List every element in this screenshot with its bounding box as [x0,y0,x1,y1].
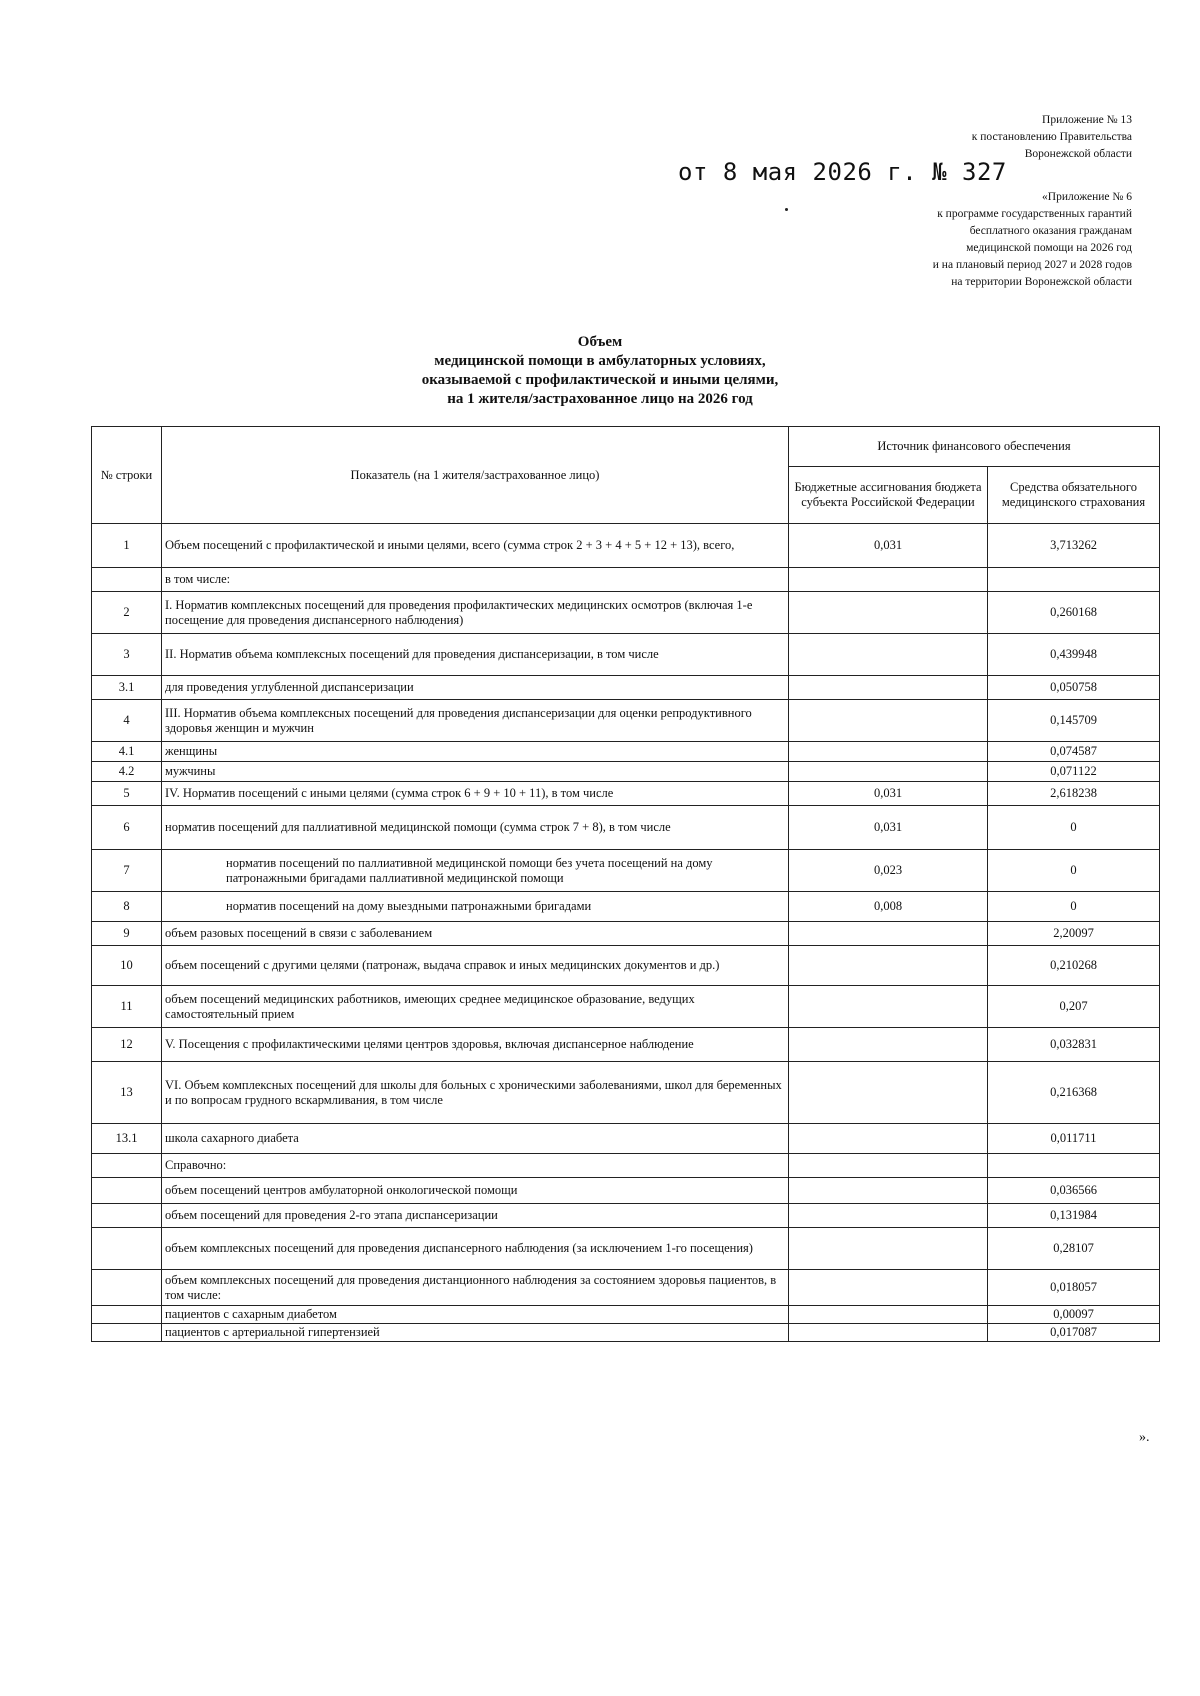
row-oms-value: 0,207 [988,986,1160,1028]
row-indicator: объем разовых посещений в связи с заболеванием [162,922,789,946]
appendix-header [972,112,1132,163]
program-header [933,189,1132,291]
table-row [92,946,1160,986]
row-budget-value [789,634,988,676]
row-indicator: пациентов с сахарным диабетом [162,1306,789,1324]
ink-dot [785,208,788,211]
row-number: 11 [92,986,162,1028]
row-number [92,1306,162,1324]
row-indicator: объем посещений медицинских работников, имеющих среднее медицинское образование, ведущих самостоятельный прием [162,986,789,1028]
row-number: 2 [92,592,162,634]
table-row [92,568,1160,592]
table-body [92,524,1160,1342]
program-line: медицинской помощи на 2026 год [966,242,1132,254]
row-budget-value: 0,008 [789,892,988,922]
row-number: 4 [92,700,162,742]
end-mark: ». [1139,1430,1150,1445]
row-budget-value: 0,031 [789,524,988,568]
row-oms-value: 0,032831 [988,1028,1160,1062]
table-row [92,782,1160,806]
row-indicator: норматив посещений по паллиативной медицинской помощи без учета посещений на дому патронажными бригадами паллиативной медицинской помощи [162,850,789,892]
row-number: 3.1 [92,676,162,700]
appendix-line: к постановлению Правительства [971,131,1132,143]
row-budget-value [789,1178,988,1204]
row-oms-value: 0,00097 [988,1306,1160,1324]
table-row [92,1062,1160,1124]
date-number-stamp: от 8 мая 2026 г. № 327 [678,158,1007,186]
row-oms-value: 0,131984 [988,1204,1160,1228]
appendix-line: Приложение № 13 [1042,114,1132,126]
row-oms-value: 0,036566 [988,1178,1160,1204]
row-indicator: объем комплексных посещений для проведения дистанционного наблюдения за состоянием здоровья пациентов, в том числе: [162,1270,789,1306]
row-budget-value [789,700,988,742]
row-indicator: III. Норматив объема комплексных посещений для проведения диспансеризации для оценки репродуктивного здоровья женщин и мужчин [162,700,789,742]
table-row [92,1228,1160,1270]
row-budget-value [789,762,988,782]
row-budget-value [789,1204,988,1228]
row-number: 9 [92,922,162,946]
table-row [92,762,1160,782]
table-row [92,986,1160,1028]
row-indicator: пациентов с артериальной гипертензией [162,1324,789,1342]
program-line: к программе государственных гарантий [937,208,1132,220]
row-indicator: II. Норматив объема комплексных посещений для проведения диспансеризации, в том числе [162,634,789,676]
row-oms-value: 0,210268 [988,946,1160,986]
table-row [92,892,1160,922]
row-number [92,1154,162,1178]
table-row [92,592,1160,634]
row-number: 12 [92,1028,162,1062]
table-row [92,700,1160,742]
row-indicator: VI. Объем комплексных посещений для школы для больных с хроническими заболеваниями, школ для беременных и по вопросам грудного вскармливания, в том числе [162,1062,789,1124]
row-number: 10 [92,946,162,986]
row-number: 8 [92,892,162,922]
row-indicator: I. Норматив комплексных посещений для проведения профилактических медицинских осмотров (включая 1-е посещение для проведения диспансерного наблюдения) [162,592,789,634]
row-indicator: норматив посещений для паллиативной медицинской помощи (сумма строк 7 + 8), в том числе [162,806,789,850]
row-budget-value [789,1324,988,1342]
row-indicator: объем посещений центров амбулаторной онкологической помощи [162,1178,789,1204]
program-line: бесплатного оказания гражданам [969,225,1132,237]
row-oms-value: 3,713262 [988,524,1160,568]
table-row [92,1154,1160,1178]
title-line: медицинской помощи в амбулаторных условиях, [434,353,766,369]
row-number: 5 [92,782,162,806]
row-oms-value: 0,260168 [988,592,1160,634]
table-row [92,742,1160,762]
appendix-line: Воронежской области [1024,148,1132,160]
header-source: Источник финансового обеспечения [789,427,1160,467]
row-oms-value: 0 [988,892,1160,922]
row-oms-value: 2,20097 [988,922,1160,946]
row-budget-value [789,1124,988,1154]
row-budget-value [789,986,988,1028]
row-number [92,1324,162,1342]
row-indicator: объем посещений с другими целями (патронаж, выдача справок и иных медицинских документов и др.) [162,946,789,986]
row-budget-value [789,946,988,986]
row-number: 6 [92,806,162,850]
header-oms: Средства обязательного медицинского страхования [988,467,1160,524]
header-rownum: № строки [92,427,162,524]
table-row [92,806,1160,850]
row-indicator: женщины [162,742,789,762]
row-oms-value [988,568,1160,592]
row-number: 3 [92,634,162,676]
table-row [92,1306,1160,1324]
row-budget-value [789,1306,988,1324]
program-line: на территории Воронежской области [951,276,1132,288]
row-budget-value [789,1028,988,1062]
row-oms-value: 0,050758 [988,676,1160,700]
program-line: и на плановый период 2027 и 2028 годов [932,259,1132,271]
row-budget-value: 0,023 [789,850,988,892]
row-budget-value [789,592,988,634]
row-number: 4.1 [92,742,162,762]
row-budget-value [789,742,988,762]
table-row [92,634,1160,676]
row-budget-value [789,1270,988,1306]
row-budget-value [789,1154,988,1178]
title-line: оказываемой с профилактической и иными целями, [421,372,779,388]
row-budget-value: 0,031 [789,782,988,806]
row-indicator: IV. Норматив посещений с иными целями (сумма строк 6 + 9 + 10 + 11), в том числе [162,782,789,806]
row-oms-value: 0 [988,806,1160,850]
table-row [92,1178,1160,1204]
row-number [92,1228,162,1270]
row-budget-value: 0,031 [789,806,988,850]
title-line: на 1 жителя/застрахованное лицо на 2026 год [447,391,753,407]
row-budget-value [789,676,988,700]
row-oms-value: 0,018057 [988,1270,1160,1306]
table-row [92,1270,1160,1306]
header-indicator: Показатель (на 1 жителя/застрахованное лицо) [162,427,789,524]
table-row [92,922,1160,946]
row-indicator: в том числе: [162,568,789,592]
row-budget-value [789,1062,988,1124]
header-budget: Бюджетные ассигнования бюджета субъекта Российской Федерации [789,467,988,524]
row-number [92,1204,162,1228]
row-indicator: Справочно: [162,1154,789,1178]
row-number [92,1270,162,1306]
row-oms-value: 0,28107 [988,1228,1160,1270]
row-oms-value: 0,074587 [988,742,1160,762]
row-budget-value [789,922,988,946]
volume-table [91,426,1160,1342]
table-row [92,524,1160,568]
row-number: 1 [92,524,162,568]
row-number: 7 [92,850,162,892]
row-oms-value: 0,071122 [988,762,1160,782]
row-number [92,1178,162,1204]
row-number: 13.1 [92,1124,162,1154]
table-row [92,1324,1160,1342]
table-row [92,1028,1160,1062]
row-oms-value: 0,145709 [988,700,1160,742]
row-number: 13 [92,1062,162,1124]
row-budget-value [789,1228,988,1270]
row-oms-value: 0,017087 [988,1324,1160,1342]
table-row [92,1124,1160,1154]
program-line: «Приложение № 6 [1042,191,1132,203]
title-line: Объем [577,334,623,350]
table-row [92,850,1160,892]
row-oms-value: 0 [988,850,1160,892]
row-indicator: Объем посещений с профилактической и иными целями, всего (сумма строк 2 + 3 + 4 + 5 + 12 + 13), всего, [162,524,789,568]
row-oms-value: 0,011711 [988,1124,1160,1154]
row-indicator: мужчины [162,762,789,782]
table-row [92,1204,1160,1228]
document-title [0,333,1200,409]
row-number: 4.2 [92,762,162,782]
row-indicator: V. Посещения с профилактическими целями центров здоровья, включая диспансерное наблюдение [162,1028,789,1062]
table-row [92,676,1160,700]
row-number [92,568,162,592]
row-oms-value: 2,618238 [988,782,1160,806]
row-oms-value [988,1154,1160,1178]
row-indicator: норматив посещений на дому выездными патронажными бригадами [162,892,789,922]
row-budget-value [789,568,988,592]
row-indicator: для проведения углубленной диспансеризации [162,676,789,700]
row-indicator: объем посещений для проведения 2-го этапа диспансеризации [162,1204,789,1228]
row-oms-value: 0,216368 [988,1062,1160,1124]
row-indicator: объем комплексных посещений для проведения диспансерного наблюдения (за исключением 1-го посещения) [162,1228,789,1270]
row-oms-value: 0,439948 [988,634,1160,676]
row-indicator: школа сахарного диабета [162,1124,789,1154]
